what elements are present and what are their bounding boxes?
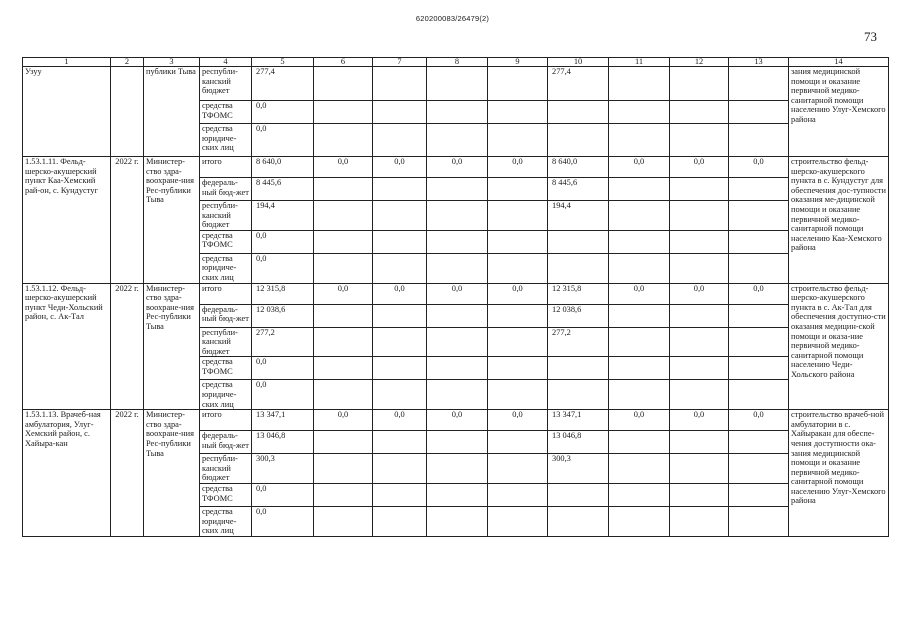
amount-c6: 0,0 bbox=[314, 283, 373, 304]
amount-c9 bbox=[488, 178, 548, 201]
column-number: 4 bbox=[200, 58, 252, 67]
amount-c7 bbox=[373, 124, 427, 157]
amount-c9 bbox=[488, 454, 548, 484]
funding-source: федераль-ный бюд-жет bbox=[200, 178, 252, 201]
amount-c5: 0,0 bbox=[252, 357, 314, 380]
amount-c13 bbox=[729, 230, 789, 253]
column-number: 2 bbox=[111, 58, 144, 67]
amount-c8 bbox=[427, 124, 488, 157]
amount-c7 bbox=[373, 454, 427, 484]
amount-c7: 0,0 bbox=[373, 157, 427, 178]
amount-c9 bbox=[488, 67, 548, 101]
amount-c5: 8 445,6 bbox=[252, 178, 314, 201]
project-executor: Министер-ство здра-воохране-ния Рес-публики Тыва bbox=[144, 410, 200, 537]
amount-c13 bbox=[729, 454, 789, 484]
amount-c7: 0,0 bbox=[373, 410, 427, 431]
amount-c7 bbox=[373, 230, 427, 253]
amount-c7 bbox=[373, 327, 427, 357]
amount-c9: 0,0 bbox=[488, 283, 548, 304]
amount-c5: 0,0 bbox=[252, 253, 314, 283]
amount-c12 bbox=[670, 506, 729, 536]
amount-c12 bbox=[670, 201, 729, 231]
amount-c12 bbox=[670, 380, 729, 410]
amount-c9: 0,0 bbox=[488, 157, 548, 178]
amount-c10 bbox=[548, 380, 609, 410]
amount-c6 bbox=[314, 380, 373, 410]
project-executor: Министер-ство здра-воохране-ния Рес-публики Тыва bbox=[144, 157, 200, 284]
amount-c5: 8 640,0 bbox=[252, 157, 314, 178]
amount-c6 bbox=[314, 431, 373, 454]
amount-c8: 0,0 bbox=[427, 157, 488, 178]
amount-c13 bbox=[729, 380, 789, 410]
amount-c10 bbox=[548, 483, 609, 506]
project-name: Узуу bbox=[23, 67, 111, 157]
funding-source: итого bbox=[200, 157, 252, 178]
amount-c12 bbox=[670, 454, 729, 484]
amount-c5: 0,0 bbox=[252, 230, 314, 253]
amount-c7 bbox=[373, 431, 427, 454]
amount-c7 bbox=[373, 506, 427, 536]
amount-c13 bbox=[729, 124, 789, 157]
table-row bbox=[23, 410, 889, 431]
amount-c10: 194,4 bbox=[548, 201, 609, 231]
amount-c12 bbox=[670, 431, 729, 454]
project-name: 1.53.1.11. Фельд-шерско-акушерский пункт Каа-Хемский рай-он, с. Кундустуг bbox=[23, 157, 111, 284]
amount-c9 bbox=[488, 101, 548, 124]
amount-c11 bbox=[609, 124, 670, 157]
amount-c5: 194,4 bbox=[252, 201, 314, 231]
amount-c12 bbox=[670, 178, 729, 201]
amount-c5: 12 038,6 bbox=[252, 304, 314, 327]
amount-c12 bbox=[670, 230, 729, 253]
amount-c10: 277,2 bbox=[548, 327, 609, 357]
amount-c11: 0,0 bbox=[609, 157, 670, 178]
amount-c6: 0,0 bbox=[314, 157, 373, 178]
amount-c11: 0,0 bbox=[609, 410, 670, 431]
amount-c9 bbox=[488, 304, 548, 327]
amount-c12: 0,0 bbox=[670, 410, 729, 431]
column-number: 10 bbox=[548, 58, 609, 67]
amount-c11 bbox=[609, 454, 670, 484]
amount-c8 bbox=[427, 178, 488, 201]
amount-c7 bbox=[373, 67, 427, 101]
page-number: 73 bbox=[864, 29, 877, 44]
amount-c5: 0,0 bbox=[252, 380, 314, 410]
funding-source: федераль-ный бюд-жет bbox=[200, 431, 252, 454]
amount-c13 bbox=[729, 357, 789, 380]
table-row bbox=[23, 283, 889, 304]
amount-c11 bbox=[609, 327, 670, 357]
amount-c8: 0,0 bbox=[427, 410, 488, 431]
column-number: 3 bbox=[144, 58, 200, 67]
document-id: 620200083/26479(2) bbox=[415, 14, 490, 23]
column-number: 5 bbox=[252, 58, 314, 67]
budget-table bbox=[22, 57, 889, 537]
amount-c11 bbox=[609, 178, 670, 201]
amount-c11 bbox=[609, 101, 670, 124]
amount-c13: 0,0 bbox=[729, 283, 789, 304]
amount-c12 bbox=[670, 357, 729, 380]
funding-source: итого bbox=[200, 283, 252, 304]
amount-c10 bbox=[548, 101, 609, 124]
amount-c8 bbox=[427, 327, 488, 357]
amount-c11 bbox=[609, 253, 670, 283]
project-executor: публики Тыва bbox=[144, 67, 200, 157]
amount-c10: 12 315,8 bbox=[548, 283, 609, 304]
amount-c10: 8 445,6 bbox=[548, 178, 609, 201]
funding-source: средства ТФОМС bbox=[200, 230, 252, 253]
funding-source: республи-канский бюджет bbox=[200, 454, 252, 484]
amount-c13 bbox=[729, 253, 789, 283]
amount-c5: 13 046,8 bbox=[252, 431, 314, 454]
column-header-row bbox=[23, 58, 889, 67]
amount-c13 bbox=[729, 201, 789, 231]
amount-c8 bbox=[427, 304, 488, 327]
amount-c11 bbox=[609, 230, 670, 253]
amount-c11 bbox=[609, 483, 670, 506]
amount-c7 bbox=[373, 304, 427, 327]
funding-source: средства юридиче-ских лиц bbox=[200, 506, 252, 536]
amount-c7 bbox=[373, 253, 427, 283]
amount-c9 bbox=[488, 431, 548, 454]
amount-c8 bbox=[427, 431, 488, 454]
amount-c7: 0,0 bbox=[373, 283, 427, 304]
amount-c5: 0,0 bbox=[252, 483, 314, 506]
amount-c8 bbox=[427, 506, 488, 536]
amount-c13 bbox=[729, 483, 789, 506]
funding-source: средства юридиче-ских лиц bbox=[200, 124, 252, 157]
amount-c9 bbox=[488, 253, 548, 283]
amount-c7 bbox=[373, 178, 427, 201]
funding-source: средства ТФОМС bbox=[200, 101, 252, 124]
project-description: строительство врачеб-ной амбулатории в с. Хайыракан для обеспе-чения доступности ока-зания медицинской помощи и оказание первичной медико-санитарной помощи населению Улуг-Хемского района bbox=[789, 410, 889, 537]
amount-c5: 12 315,8 bbox=[252, 283, 314, 304]
column-number: 1 bbox=[23, 58, 111, 67]
funding-source: республи-канский бюджет bbox=[200, 201, 252, 231]
amount-c12 bbox=[670, 253, 729, 283]
column-number: 7 bbox=[373, 58, 427, 67]
amount-c7 bbox=[373, 201, 427, 231]
amount-c13 bbox=[729, 67, 789, 101]
amount-c11 bbox=[609, 380, 670, 410]
amount-c9: 0,0 bbox=[488, 410, 548, 431]
amount-c13: 0,0 bbox=[729, 410, 789, 431]
amount-c13 bbox=[729, 506, 789, 536]
amount-c8 bbox=[427, 454, 488, 484]
project-year: 2022 г. bbox=[111, 283, 144, 410]
amount-c6: 0,0 bbox=[314, 410, 373, 431]
amount-c11 bbox=[609, 506, 670, 536]
column-number: 13 bbox=[729, 58, 789, 67]
amount-c12: 0,0 bbox=[670, 283, 729, 304]
project-description: зания медицинской помощи и оказание первичной медико-санитарной помощи населению Улуг-Хемского района bbox=[789, 67, 889, 157]
amount-c5: 277,2 bbox=[252, 327, 314, 357]
amount-c10: 13 347,1 bbox=[548, 410, 609, 431]
project-year: 2022 г. bbox=[111, 410, 144, 537]
amount-c10: 277,4 bbox=[548, 67, 609, 101]
funding-source: средства юридиче-ских лиц bbox=[200, 253, 252, 283]
amount-c13 bbox=[729, 101, 789, 124]
column-number: 14 bbox=[789, 58, 889, 67]
amount-c5: 0,0 bbox=[252, 101, 314, 124]
amount-c12 bbox=[670, 304, 729, 327]
project-name: 1.53.1.13. Врачеб-ная амбулатория, Улуг-Хемский район, с. Хайыра-кан bbox=[23, 410, 111, 537]
amount-c10: 300,3 bbox=[548, 454, 609, 484]
funding-source: федераль-ный бюд-жет bbox=[200, 304, 252, 327]
amount-c10 bbox=[548, 357, 609, 380]
column-number: 12 bbox=[670, 58, 729, 67]
amount-c9 bbox=[488, 201, 548, 231]
amount-c10: 13 046,8 bbox=[548, 431, 609, 454]
amount-c12 bbox=[670, 67, 729, 101]
amount-c5: 277,4 bbox=[252, 67, 314, 101]
amount-c13 bbox=[729, 304, 789, 327]
amount-c10: 12 038,6 bbox=[548, 304, 609, 327]
project-name: 1.53.1.12. Фельд-шерско-акушерский пункт Чеди-Хольский район, с. Ак-Тал bbox=[23, 283, 111, 410]
funding-source: итого bbox=[200, 410, 252, 431]
amount-c9 bbox=[488, 327, 548, 357]
amount-c7 bbox=[373, 380, 427, 410]
amount-c6 bbox=[314, 178, 373, 201]
amount-c9 bbox=[488, 506, 548, 536]
amount-c11: 0,0 bbox=[609, 283, 670, 304]
column-number: 9 bbox=[488, 58, 548, 67]
amount-c6 bbox=[314, 124, 373, 157]
amount-c8 bbox=[427, 357, 488, 380]
amount-c8 bbox=[427, 230, 488, 253]
project-executor: Министер-ство здра-воохране-ния Рес-публики Тыва bbox=[144, 283, 200, 410]
funding-source: средства ТФОМС bbox=[200, 357, 252, 380]
amount-c6 bbox=[314, 483, 373, 506]
funding-source: средства ТФОМС bbox=[200, 483, 252, 506]
funding-source: республи-канский бюджет bbox=[200, 67, 252, 101]
amount-c9 bbox=[488, 230, 548, 253]
amount-c10: 8 640,0 bbox=[548, 157, 609, 178]
amount-c6 bbox=[314, 230, 373, 253]
amount-c12 bbox=[670, 101, 729, 124]
amount-c6 bbox=[314, 454, 373, 484]
amount-c13 bbox=[729, 327, 789, 357]
amount-c7 bbox=[373, 357, 427, 380]
amount-c8 bbox=[427, 67, 488, 101]
amount-c5: 0,0 bbox=[252, 506, 314, 536]
project-year: 2022 г. bbox=[111, 157, 144, 284]
amount-c12: 0,0 bbox=[670, 157, 729, 178]
amount-c5: 0,0 bbox=[252, 124, 314, 157]
amount-c7 bbox=[373, 101, 427, 124]
amount-c6 bbox=[314, 67, 373, 101]
amount-c11 bbox=[609, 201, 670, 231]
amount-c9 bbox=[488, 357, 548, 380]
amount-c9 bbox=[488, 124, 548, 157]
amount-c8 bbox=[427, 483, 488, 506]
amount-c6 bbox=[314, 304, 373, 327]
amount-c5: 13 347,1 bbox=[252, 410, 314, 431]
table-row bbox=[23, 67, 889, 101]
amount-c12 bbox=[670, 124, 729, 157]
table-row bbox=[23, 157, 889, 178]
amount-c6 bbox=[314, 253, 373, 283]
project-description: строительство фельд-шерско-акушерского пункта в с. Ак-Тал для обеспечения доступно-сти оказания медицин-ской помощи и оказа-ние первичной медико-санитарной помощи населению Чеди-Хольского района bbox=[789, 283, 889, 410]
amount-c9 bbox=[488, 380, 548, 410]
amount-c8 bbox=[427, 201, 488, 231]
amount-c10 bbox=[548, 230, 609, 253]
amount-c6 bbox=[314, 327, 373, 357]
amount-c11 bbox=[609, 431, 670, 454]
amount-c8 bbox=[427, 101, 488, 124]
column-number: 6 bbox=[314, 58, 373, 67]
amount-c13 bbox=[729, 178, 789, 201]
amount-c10 bbox=[548, 506, 609, 536]
project-year bbox=[111, 67, 144, 157]
column-number: 11 bbox=[609, 58, 670, 67]
amount-c11 bbox=[609, 357, 670, 380]
amount-c10 bbox=[548, 124, 609, 157]
amount-c6 bbox=[314, 506, 373, 536]
amount-c8: 0,0 bbox=[427, 283, 488, 304]
amount-c6 bbox=[314, 101, 373, 124]
project-description: строительство фельд-шерско-акушерского пункта в с. Кундустуг для обеспечения дос-тупности оказания ме-дицинской помощи и оказание первичной медико-санитарной помощи населению Каа-Хемского района bbox=[789, 157, 889, 284]
amount-c6 bbox=[314, 201, 373, 231]
amount-c13: 0,0 bbox=[729, 157, 789, 178]
amount-c9 bbox=[488, 483, 548, 506]
amount-c8 bbox=[427, 380, 488, 410]
amount-c8 bbox=[427, 253, 488, 283]
amount-c12 bbox=[670, 483, 729, 506]
funding-source: республи-канский бюджет bbox=[200, 327, 252, 357]
amount-c12 bbox=[670, 327, 729, 357]
funding-source: средства юридиче-ских лиц bbox=[200, 380, 252, 410]
amount-c10 bbox=[548, 253, 609, 283]
column-number: 8 bbox=[427, 58, 488, 67]
amount-c7 bbox=[373, 483, 427, 506]
amount-c6 bbox=[314, 357, 373, 380]
amount-c11 bbox=[609, 304, 670, 327]
amount-c5: 300,3 bbox=[252, 454, 314, 484]
amount-c13 bbox=[729, 431, 789, 454]
amount-c11 bbox=[609, 67, 670, 101]
